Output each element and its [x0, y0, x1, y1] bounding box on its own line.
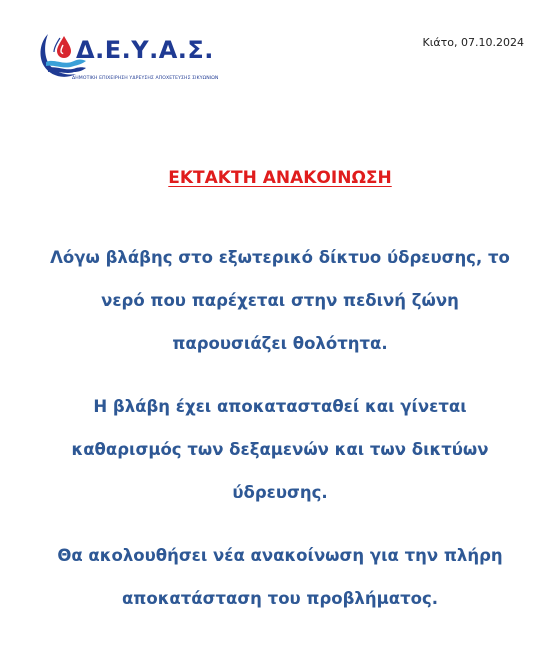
paragraph-line: Η βλάβη έχει αποκατασταθεί και γίνεται	[93, 397, 467, 416]
paragraph-2	[40, 385, 520, 514]
paragraph-1	[40, 236, 520, 365]
paragraph-line: Θα ακολουθήσει νέα ανακοίνωση για την πλήρη	[57, 546, 503, 565]
logo-name: Δ.Ε.Υ.Α.Σ.	[76, 36, 214, 64]
paragraph-line: παρουσιάζει θολότητα.	[172, 334, 388, 353]
announcement-heading-wrap	[0, 168, 560, 188]
organization-logo	[38, 28, 219, 88]
paragraph-line: καθαρισμός των δεξαμενών και των δικτύων	[71, 440, 489, 459]
logo-subtitle: ΔΗΜΟΤΙΚΗ ΕΠΙΧΕΙΡΗΣΗ ΥΔΡΕΥΣΗΣ ΑΠΟΧΕΤΕΥΣΗΣ ΣΙΚΥΩΝΙΩΝ	[72, 76, 219, 81]
paragraph-line: αποκατάσταση του προβλήματος.	[121, 589, 439, 608]
announcement-date: Κιάτο, 07.10.2024	[422, 36, 524, 49]
paragraph-line: Λόγω βλάβης στο εξωτερικό δίκτυο ύδρευσης, το	[50, 248, 510, 267]
paragraph-line: ύδρευσης.	[232, 483, 328, 502]
announcement-heading: ΕΚΤΑΚΤΗ ΑΝΑΚΟΙΝΩΣΗ	[168, 168, 392, 188]
paragraph-3	[40, 534, 520, 620]
paragraph-line: νερό που παρέχεται στην πεδινή ζώνη	[101, 291, 459, 310]
